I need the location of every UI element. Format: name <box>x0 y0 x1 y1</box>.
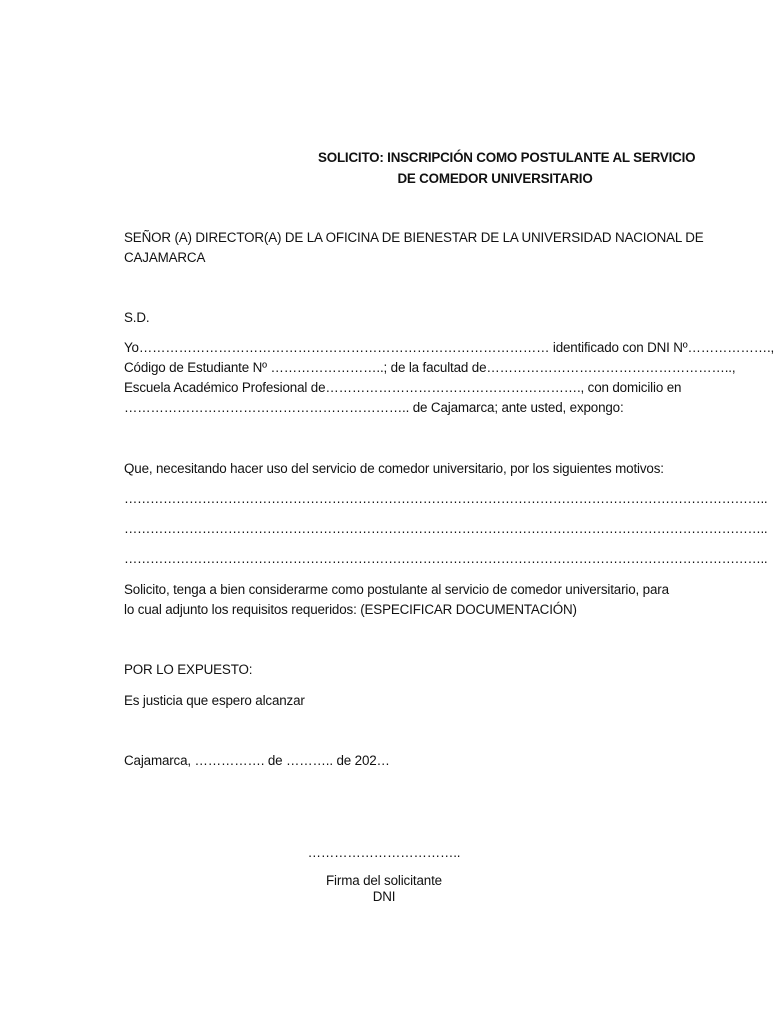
identification-line-3: Escuela Académico Profesional de…………………………………………………., con domicilio en <box>124 380 682 395</box>
request-paragraph <box>124 580 669 620</box>
justicia-line: Es justicia que espero alcanzar <box>124 693 305 708</box>
subject-line-2: DE COMEDOR UNIVERSITARIO <box>397 171 593 186</box>
identification-line-4: ……………………………………………………….. de Cajamarca; ante usted, expongo: <box>124 400 624 415</box>
addressee <box>124 228 704 268</box>
motive-dotted-line-1: ………………………………………………………………………………………………………………………………….. <box>124 491 768 506</box>
motives-intro: Que, necesitando hacer uso del servicio de comedor universitario, por los siguientes motivos: <box>124 461 664 476</box>
motive-dotted-line-3: ………………………………………………………………………………………………………………………………….. <box>124 551 768 566</box>
identification-line-2: Código de Estudiante Nº ……………………..; de la facultad de……………………………………………….., <box>124 360 736 375</box>
date-line: Cajamarca, ……………. de ……….. de 202… <box>124 753 390 768</box>
request-line-2: lo cual adjunto los requisitos requeridos: (ESPECIFICAR DOCUMENTACIÓN) <box>124 602 577 617</box>
addressee-line-2: CAJAMARCA <box>124 250 206 265</box>
signature-dots: …………………………….. <box>307 845 461 860</box>
subject-heading <box>318 147 696 189</box>
subject-line-1: SOLICITO: INSCRIPCIÓN COMO POSTULANTE AL SERVICIO <box>318 150 696 165</box>
salutation: S.D. <box>124 310 150 325</box>
signature-label: Firma del solicitante <box>326 873 442 888</box>
motive-dotted-line-2: ………………………………………………………………………………………………………………………………….. <box>124 521 768 536</box>
por-lo-expuesto: POR LO EXPUESTO: <box>124 662 253 677</box>
identification-paragraph <box>124 338 774 418</box>
signature-dni: DNI <box>372 889 396 904</box>
addressee-line-1: SEÑOR (A) DIRECTOR(A) DE LA OFICINA DE BIENESTAR DE LA UNIVERSIDAD NACIONAL DE <box>124 230 704 245</box>
identification-line-1: Yo………………………………………………………………………………… identificado con DNI Nº………………., <box>124 340 774 355</box>
request-line-1: Solicito, tenga a bien considerarme como postulante al servicio de comedor universitario, para <box>124 582 669 597</box>
